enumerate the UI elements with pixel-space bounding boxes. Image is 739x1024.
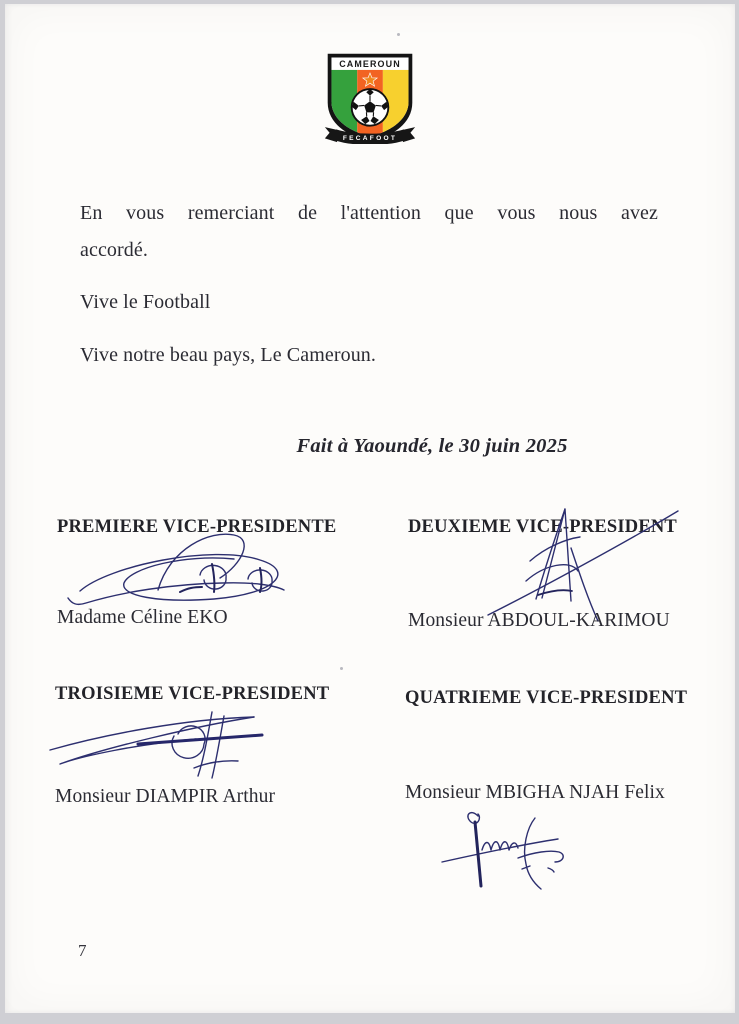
signatory-name-4: Monsieur MBIGHA NJAH Felix <box>405 782 665 803</box>
signatory-name-3: Monsieur DIAMPIR Arthur <box>55 786 276 807</box>
scan-artifact <box>340 667 343 670</box>
fecafoot-logo <box>317 50 423 144</box>
fecafoot-crest-icon <box>317 50 423 144</box>
page-number: 7 <box>78 941 87 960</box>
signature-diampir-arthur <box>46 706 264 784</box>
paragraph-line-2: accordé. <box>80 239 148 261</box>
signatory-title-3: TROISIEME VICE-PRESIDENT <box>55 684 330 704</box>
signatory-title-4: QUATRIEME VICE-PRESIDENT <box>405 688 688 708</box>
vive-football-line: Vive le Football <box>80 291 211 313</box>
signatory-title-1: PREMIERE VICE-PRESIDENTE <box>57 517 337 537</box>
signatory-title-2: DEUXIEME VICE-PRESIDENT <box>408 517 677 537</box>
logo-org-text: FECAFOOT <box>342 134 398 142</box>
signature-celine-eko <box>62 528 310 614</box>
logo-country-text: CAMEROUN <box>339 58 401 69</box>
signature-mbigha-njah-felix <box>438 802 573 890</box>
soccer-ball-icon <box>352 89 389 126</box>
signature-abdoul-karimou <box>478 503 683 623</box>
scan-artifact <box>397 33 400 36</box>
signatory-name-1: Madame Céline EKO <box>57 607 228 628</box>
signatory-name-2: Monsieur ABDOUL-KARIMOU <box>408 610 670 631</box>
dateline: Fait à Yaoundé, le 30 juin 2025 <box>296 435 568 457</box>
paragraph-line-1: En vous remerciant de l'attention que vous nous avez <box>80 202 658 224</box>
vive-cameroun-line: Vive notre beau pays, Le Cameroun. <box>80 344 376 366</box>
